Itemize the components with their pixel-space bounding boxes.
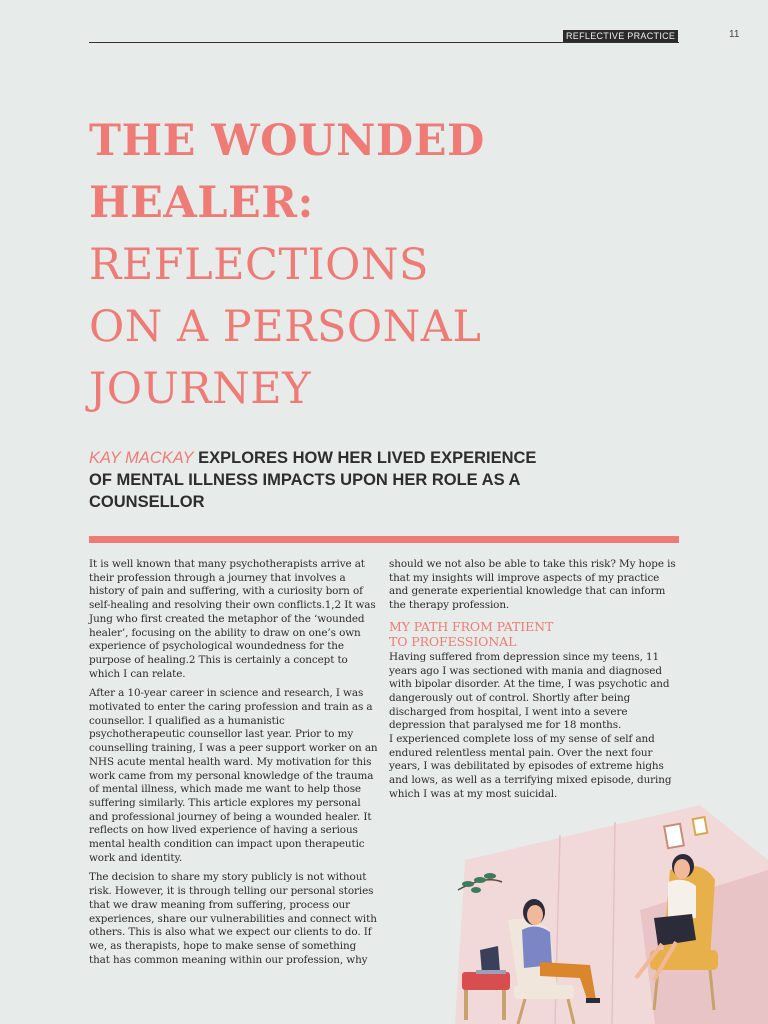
body-paragraph: Having suffered from depression since my teens, 11 years ago I was sectioned with mania and diagnosed with bipolar disorder. At the time, I was psychotic and dangerously out of control. Shortly after being discharged from hospital, I went into a severe depression that paralysed me for 18 months. bbox=[389, 650, 670, 732]
standfirst bbox=[89, 447, 549, 513]
divider-bar bbox=[89, 536, 679, 543]
section-subhead bbox=[389, 619, 679, 649]
title-line-2: HEALER: bbox=[89, 178, 314, 228]
subhead-line-2: TO PROFESSIONAL bbox=[389, 633, 517, 649]
title-line-5: JOURNEY bbox=[89, 364, 312, 414]
body-paragraph: should we not also be able to take this risk? My hope is that my insights will improve aspects of my practice and generate experiential knowledge that can inform the therapy profession. bbox=[389, 558, 676, 612]
header-rule bbox=[89, 42, 679, 43]
body-paragraph: The decision to share my story publicly is not without risk. However, it is through telling our personal stories that we draw meaning from suffering, process our experiences, share our vulnerabilities and connect with others. This is also what we expect our clients to do. If we, as therapists, hope to make sense of something that has common meaning within our profession, why bbox=[89, 871, 377, 966]
title-line-3: REFLECTIONS bbox=[89, 240, 429, 290]
body-paragraph: I experienced complete loss of my sense of self and endured relentless mental pain. Over the next four years, I was debilitated by episodes of extreme highs and lows, as well as a terrifying mixed episode, during which I was at my most suicidal. bbox=[389, 733, 672, 800]
author-name: KAY MACKAY bbox=[89, 449, 194, 467]
body-column-right bbox=[389, 558, 679, 808]
body-column-left bbox=[89, 558, 379, 973]
page-number: 11 bbox=[729, 29, 740, 40]
article-title bbox=[89, 110, 485, 420]
body-paragraph: After a 10-year career in science and research, I was motivated to enter the caring profession and train as a counsellor. I qualified as a humanistic psychotherapeutic counsellor last year. Prior to my counselling training, I was a peer support worker on an NHS acute mental health ward. My motivation for this work came from my personal knowledge of the trauma of mental illness, which made me want to help those suffering similarly. This article explores my personal and professional journey of being a wounded healer. It reflects on how lived experience of having a serious mental health condition can impact upon therapeutic work and identity. bbox=[89, 687, 378, 864]
section-tag: REFLECTIVE PRACTICE bbox=[563, 30, 678, 42]
title-line-4: ON A PERSONAL bbox=[89, 302, 482, 352]
standfirst-text: EXPLORES HOW HER LIVED EXPERIENCE OF MENTAL ILLNESS IMPACTS UPON HER ROLE AS A COUNSELLOR bbox=[89, 449, 537, 511]
subhead-line-1: MY PATH FROM PATIENT bbox=[389, 618, 554, 634]
title-line-1: THE WOUNDED bbox=[89, 116, 485, 166]
therapy-session-illustration bbox=[440, 800, 768, 1024]
body-paragraph: It is well known that many psychotherapists arrive at their profession through a journey that involves a history of pain and suffering, with a curiosity born of self-healing and resolving their own conflicts.1,2 It was Jung who first created the metaphor of the ‘wounded healer’, focusing on the ability to draw on one’s own experience of psychological woundedness for the purpose of healing.2 This is certainly a concept to which I can relate. bbox=[89, 558, 376, 680]
